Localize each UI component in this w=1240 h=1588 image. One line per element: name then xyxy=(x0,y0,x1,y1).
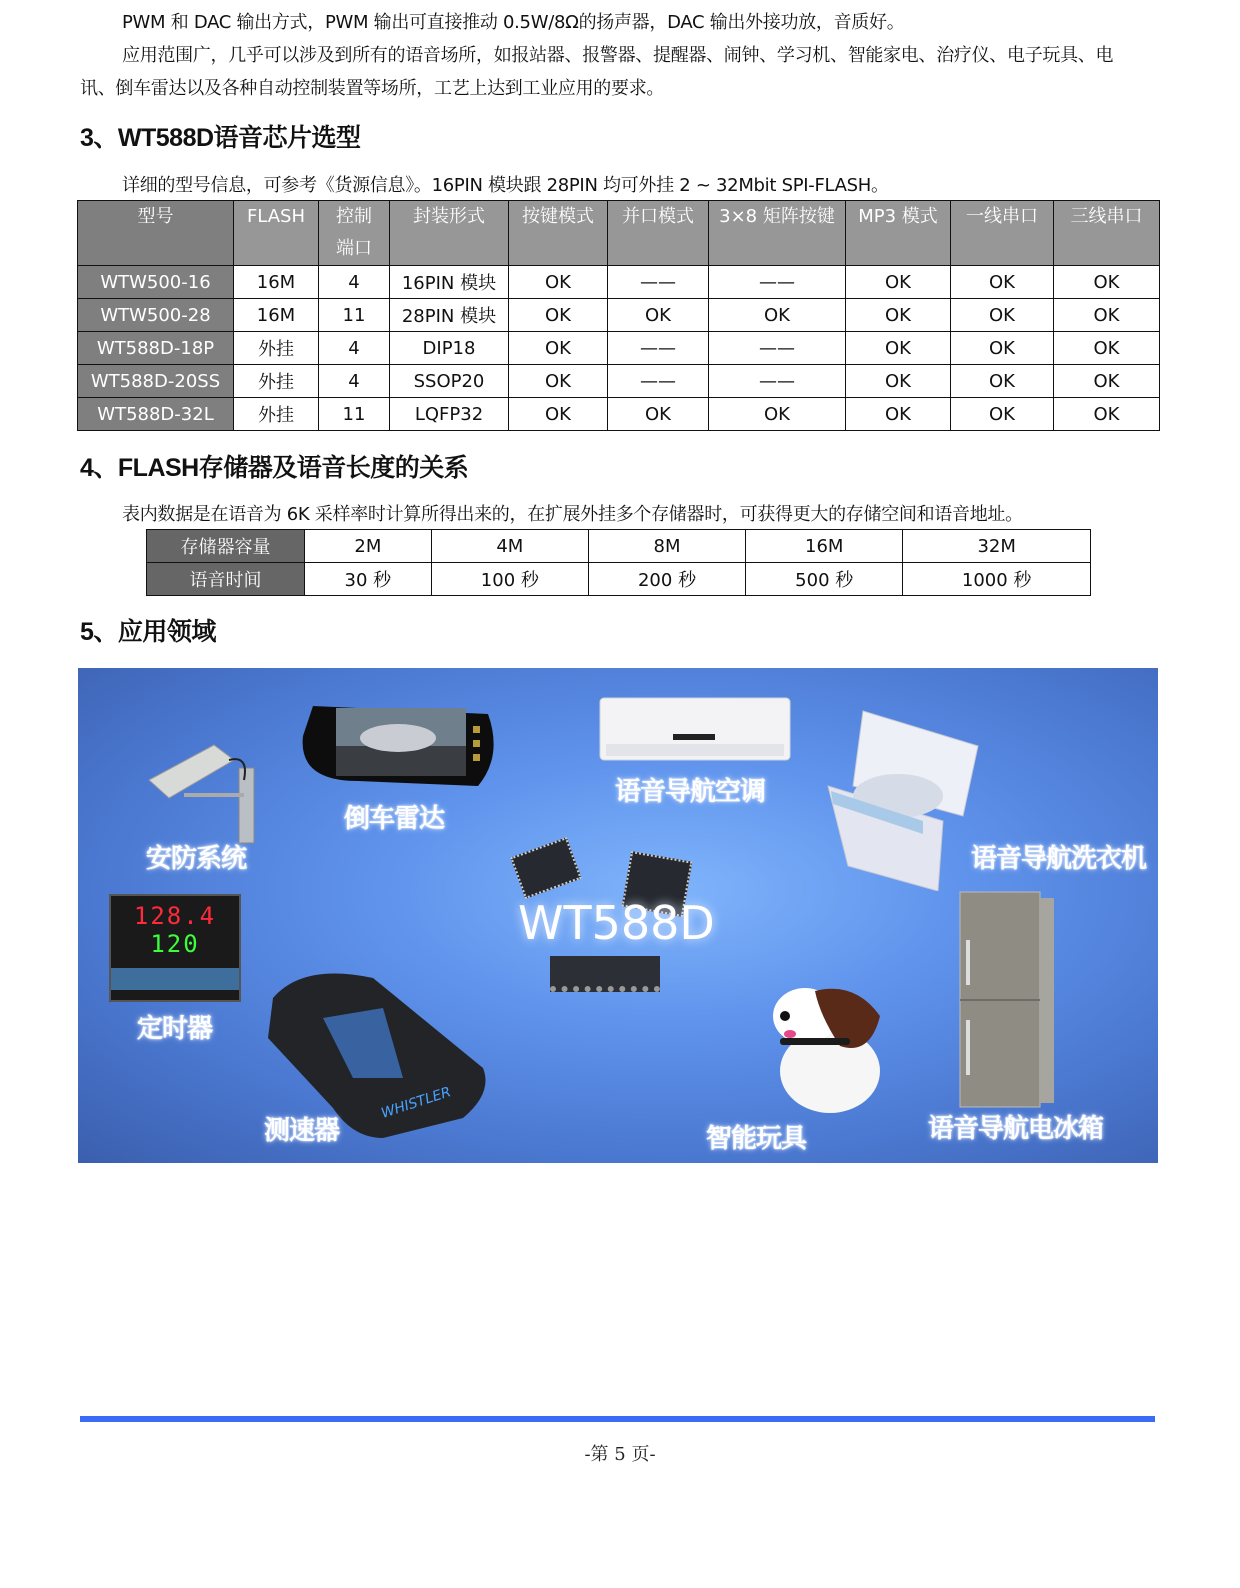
cell-package: 16PIN 模块 xyxy=(390,266,509,299)
label-smart-toy: 智能玩具 xyxy=(706,1124,807,1154)
cell-mp3-mode: OK xyxy=(846,266,951,299)
cell-key-mode: OK xyxy=(509,266,608,299)
dip-chip-icon xyxy=(550,956,660,992)
col-header-model: 型号 xyxy=(78,201,234,266)
wt588d-center-title: WT588D xyxy=(518,896,715,950)
timer-display-top: 128.4 xyxy=(133,902,217,930)
cell-key-mode: OK xyxy=(509,299,608,332)
col-header-matrix-keys: 3×8 矩阵按键 xyxy=(709,201,846,266)
col-header-flash: FLASH xyxy=(234,201,319,266)
label-fridge: 语音导航电冰箱 xyxy=(928,1114,1104,1144)
table-header-row xyxy=(78,201,1160,266)
reverse-radar-mirror-icon xyxy=(298,696,503,791)
flash-capacity-table xyxy=(146,529,1091,596)
ssop-chip-icon xyxy=(510,837,581,899)
footer-divider xyxy=(80,1416,1155,1422)
label-washer: 语音导航洗衣机 xyxy=(971,844,1147,874)
cell-flash: 外挂 xyxy=(234,365,319,398)
cell-package: LQFP32 xyxy=(390,398,509,431)
section-3-note: 详细的型号信息，可参考《货源信息》。16PIN 模块跟 28PIN 均可外挂 2 ~ 32Mbit SPI-FLASH。 xyxy=(122,175,889,196)
cell-key-mode: OK xyxy=(509,332,608,365)
intro-line-3: 讯、倒车雷达以及各种自动控制装置等场所，工艺上达到工业应用的要求。 xyxy=(80,78,665,99)
intro-paragraph xyxy=(80,6,1160,105)
cell-ctrl-port: 4 xyxy=(319,332,390,365)
cell-parallel-mode: —— xyxy=(608,332,709,365)
cell-capacity: 16M xyxy=(746,530,903,563)
application-fields-banner xyxy=(78,668,1158,1163)
cell-ctrl-port: 11 xyxy=(319,398,390,431)
section-4-heading: 4、FLASH存储器及语音长度的关系 xyxy=(80,454,469,482)
cell-key-mode: OK xyxy=(509,365,608,398)
cell-mp3-mode: OK xyxy=(846,332,951,365)
table-row-capacity xyxy=(147,530,1091,563)
cell-capacity: 8M xyxy=(588,530,745,563)
cell-flash: 外挂 xyxy=(234,332,319,365)
cell-model: WTW500-28 xyxy=(78,299,234,332)
cell-matrix-keys: OK xyxy=(709,398,846,431)
cell-duration: 30 秒 xyxy=(305,563,432,596)
cell-matrix-keys: —— xyxy=(709,266,846,299)
cell-parallel-mode: —— xyxy=(608,266,709,299)
cell-model: WT588D-20SS xyxy=(78,365,234,398)
cell-flash: 16M xyxy=(234,266,319,299)
cell-duration: 1000 秒 xyxy=(903,563,1091,596)
cell-capacity: 2M xyxy=(305,530,432,563)
label-speed-detector: 测速器 xyxy=(264,1116,340,1146)
detector-brand: WHISTLER xyxy=(379,1084,454,1122)
cell-three-wire: OK xyxy=(1054,299,1160,332)
cell-ctrl-port: 4 xyxy=(319,266,390,299)
cell-package: 28PIN 模块 xyxy=(390,299,509,332)
cell-model: WT588D-32L xyxy=(78,398,234,431)
cell-ctrl-port: 11 xyxy=(319,299,390,332)
label-reverse-radar: 倒车雷达 xyxy=(344,804,445,834)
cell-capacity: 4M xyxy=(431,530,588,563)
cell-mp3-mode: OK xyxy=(846,365,951,398)
cell-one-wire: OK xyxy=(951,332,1054,365)
cell-mp3-mode: OK xyxy=(846,299,951,332)
timer-display-bottom: 120 xyxy=(150,930,200,958)
section-3-heading: 3、WT588D语音芯片选型 xyxy=(80,124,361,152)
col-header-ctrl-port: 控制 端口 xyxy=(319,201,390,266)
cell-one-wire: OK xyxy=(951,299,1054,332)
cell-duration: 200 秒 xyxy=(588,563,745,596)
security-camera-icon xyxy=(144,740,269,850)
cell-flash: 16M xyxy=(234,299,319,332)
col-header-package: 封装形式 xyxy=(390,201,509,266)
label-security: 安防系统 xyxy=(146,844,247,874)
cell-duration: 500 秒 xyxy=(746,563,903,596)
timer-device xyxy=(109,894,241,1002)
refrigerator-icon xyxy=(958,890,1058,1110)
cell-parallel-mode: —— xyxy=(608,365,709,398)
table-row xyxy=(78,332,1160,365)
cell-matrix-keys: —— xyxy=(709,332,846,365)
row-label-capacity: 存储器容量 xyxy=(147,530,305,563)
cell-matrix-keys: —— xyxy=(709,365,846,398)
table-row xyxy=(78,266,1160,299)
intro-line-1: PWM 和 DAC 输出方式，PWM 输出可直接推动 0.5W/8Ω的扬声器，DAC 输出外接功放，音质好。 xyxy=(122,12,905,33)
cell-one-wire: OK xyxy=(951,266,1054,299)
table-row xyxy=(78,365,1160,398)
cell-three-wire: OK xyxy=(1054,266,1160,299)
cell-matrix-keys: OK xyxy=(709,299,846,332)
section-4-note: 表内数据是在语音为 6K 采样率时计算所得出来的，在扩展外挂多个存储器时，可获得更大的存储空间和语音地址。 xyxy=(122,504,1023,525)
cell-parallel-mode: OK xyxy=(608,398,709,431)
col-header-three-wire: 三线串口 xyxy=(1054,201,1160,266)
cell-one-wire: OK xyxy=(951,398,1054,431)
cell-duration: 100 秒 xyxy=(431,563,588,596)
cell-model: WTW500-16 xyxy=(78,266,234,299)
col-header-one-wire: 一线串口 xyxy=(951,201,1054,266)
table-row-duration xyxy=(147,563,1091,596)
cell-package: DIP18 xyxy=(390,332,509,365)
row-label-duration: 语音时间 xyxy=(147,563,305,596)
cell-three-wire: OK xyxy=(1054,398,1160,431)
section-5-heading: 5、应用领域 xyxy=(80,618,216,646)
cell-mp3-mode: OK xyxy=(846,398,951,431)
label-timer: 定时器 xyxy=(137,1014,213,1044)
cell-model: WT588D-18P xyxy=(78,332,234,365)
cell-package: SSOP20 xyxy=(390,365,509,398)
col-header-parallel-mode: 并口模式 xyxy=(608,201,709,266)
page-number: -第 5 页- xyxy=(584,1444,656,1465)
cell-flash: 外挂 xyxy=(234,398,319,431)
cell-ctrl-port: 4 xyxy=(319,365,390,398)
cell-three-wire: OK xyxy=(1054,365,1160,398)
washing-machine-icon xyxy=(823,706,988,891)
col-header-mp3-mode: MP3 模式 xyxy=(846,201,951,266)
smart-toy-dog-icon xyxy=(760,976,890,1116)
intro-line-2: 应用范围广，几乎可以涉及到所有的语音场所，如报站器、报警器、提醒器、闹钟、学习机、智能家电、治疗仪、电子玩具、电 xyxy=(122,45,1114,66)
cell-one-wire: OK xyxy=(951,365,1054,398)
cell-parallel-mode: OK xyxy=(608,299,709,332)
table-row xyxy=(78,398,1160,431)
air-conditioner-icon xyxy=(598,696,793,764)
cell-key-mode: OK xyxy=(509,398,608,431)
model-selection-table xyxy=(77,200,1160,431)
cell-three-wire: OK xyxy=(1054,332,1160,365)
table-row xyxy=(78,299,1160,332)
label-air-conditioner: 语音导航空调 xyxy=(615,777,766,807)
cell-capacity: 32M xyxy=(903,530,1091,563)
col-header-key-mode: 按键模式 xyxy=(509,201,608,266)
